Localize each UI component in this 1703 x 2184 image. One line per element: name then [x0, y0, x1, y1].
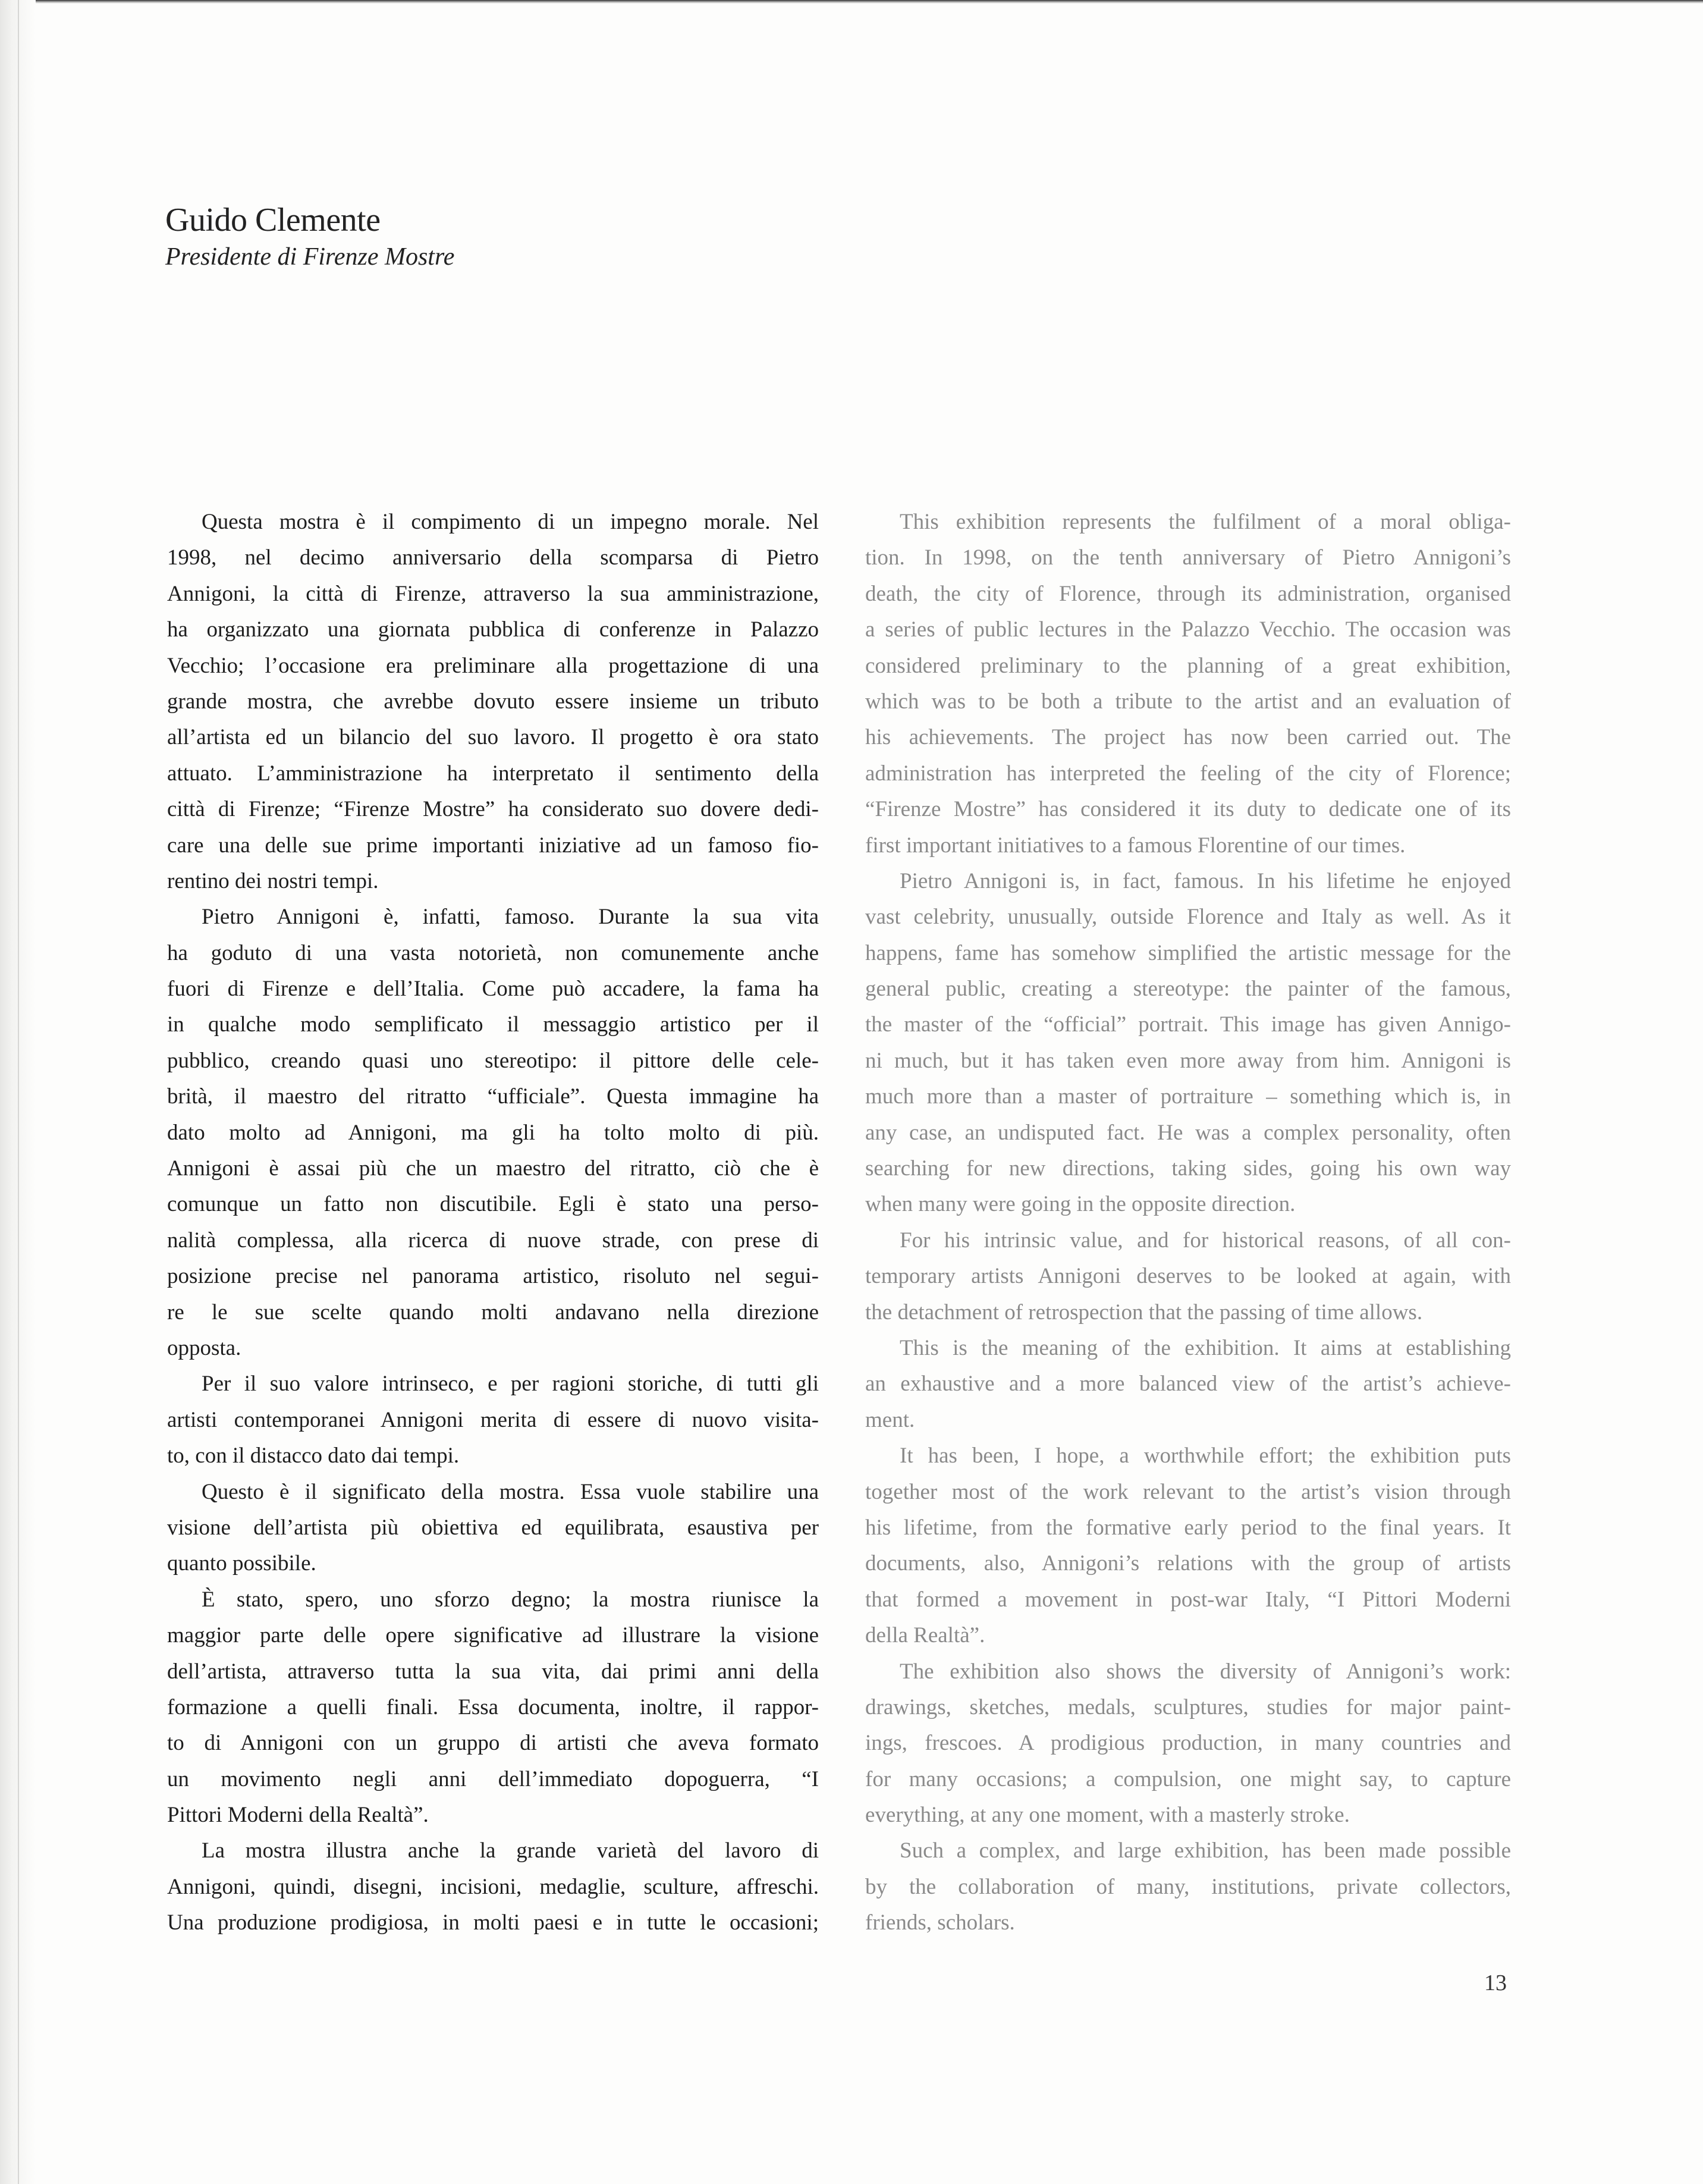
text-line: comunque un fatto non discutibile. Egli è stato una perso- [167, 1192, 819, 1217]
text-line: un movimento negli anni dell’immediato dopoguerra, “I [167, 1766, 819, 1791]
text-line: Annigoni è assai più che un maestro del ritratto, ciò che è [167, 1156, 819, 1181]
text-line: ni much, but it has taken even more away from him. Annigoni is [865, 1048, 1511, 1073]
text-line: nalità complessa, alla ricerca di nuove strade, con prese di [167, 1228, 819, 1253]
text-line: Una produzione prodigiosa, in molti paesi e in tutte le occasioni; [167, 1910, 819, 1935]
text-line: by the collaboration of many, institutions, private collectors, [865, 1874, 1511, 1899]
text-line: happens, fame has somehow simplified the artistic message for the [865, 940, 1511, 965]
text-line: “Firenze Mostre” has considered it its duty to dedicate one of its [865, 797, 1511, 822]
text-line: a series of public lectures in the Palazzo Vecchio. The occasion was [865, 617, 1511, 642]
text-line: Questo è il significato della mostra. Essa vuole stabilire una [202, 1479, 819, 1504]
paragraph [167, 1366, 819, 1474]
text-line: in qualche modo semplificato il messaggio artistico per il [167, 1012, 819, 1037]
text-line: Pietro Annigoni is, in fact, famous. In his lifetime he enjoyed [900, 868, 1511, 893]
paragraph [167, 899, 819, 1366]
text-line: which was to be both a tribute to the artist and an evaluation of [865, 689, 1511, 714]
italian-text-column [167, 504, 819, 1941]
text-line: vast celebrity, unusually, outside Florence and Italy as well. As it [865, 905, 1511, 930]
text-line: pubblico, creando quasi uno stereotipo: il pittore delle cele- [167, 1048, 819, 1073]
text-line: dato molto ad Annigoni, ma gli ha tolto molto di più. [167, 1120, 819, 1145]
text-line: della Realtà”. [865, 1623, 985, 1648]
paragraph [167, 1474, 819, 1582]
text-line: care una delle sue prime importanti iniziative ad un famoso fio- [167, 833, 819, 858]
text-line: general public, creating a stereotype: the painter of the famous, [865, 977, 1511, 1002]
english-text-column [865, 504, 1511, 1941]
text-line: attuato. L’amministrazione ha interpretato il sentimento della [167, 761, 819, 786]
text-line: ha organizzato una giornata pubblica di conferenze in Palazzo [167, 617, 819, 642]
text-line: an exhaustive and a more balanced view of the artist’s achieve- [865, 1372, 1511, 1397]
text-line: Annigoni, la città di Firenze, attraverso la sua amministrazione, [167, 581, 819, 606]
paragraph [865, 864, 1511, 1223]
text-line: the detachment of retrospection that the passing of time allows. [865, 1300, 1423, 1325]
text-line: his achievements. The project has now been carried out. The [865, 725, 1511, 750]
text-line: much more than a master of portraiture – something which is, in [865, 1084, 1511, 1109]
text-line: documents, also, Annigoni’s relations with the group of artists [865, 1551, 1511, 1576]
page-number: 13 [1484, 1970, 1507, 1995]
text-line: Per il suo valore intrinseco, e per ragioni storiche, di tutti gli [202, 1372, 819, 1397]
text-line: fuori di Firenze e dell’Italia. Come può accadere, la fama ha [167, 977, 819, 1002]
author-name: Guido Clemente [165, 202, 381, 239]
text-line: dell’artista, attraverso tutta la sua vita, dai primi anni della [167, 1659, 819, 1684]
text-line: for many occasions; a compulsion, one might say, to capture [865, 1766, 1511, 1791]
text-line: È stato, spero, uno sforzo degno; la mostra riunisce la [202, 1587, 819, 1612]
text-line: visione dell’artista più obiettiva ed equilibrata, esaustiva per [167, 1515, 819, 1540]
paragraph [865, 1331, 1511, 1438]
text-line: first important initiatives to a famous Florentine of our times. [865, 833, 1406, 858]
text-line: ha goduto di una vasta notorietà, non comunemente anche [167, 940, 819, 965]
text-line: Pittori Moderni della Realtà”. [167, 1803, 429, 1828]
text-line: 1998, nel decimo anniversario della scomparsa di Pietro [167, 545, 819, 570]
text-line: to, con il distacco dato dai tempi. [167, 1444, 460, 1468]
text-line: The exhibition also shows the diversity of Annigoni’s work: [900, 1659, 1511, 1684]
text-line: searching for new directions, taking sides, going his own way [865, 1156, 1511, 1181]
text-line: to di Annigoni con un gruppo di artisti che aveva formato [167, 1731, 819, 1756]
text-line: posizione precise nel panorama artistico, risoluto nel segui- [167, 1264, 819, 1289]
paragraph [865, 1223, 1511, 1331]
text-line: rentino dei nostri tempi. [167, 868, 379, 893]
text-line: all’artista ed un bilancio del suo lavoro. Il progetto è ora stato [167, 725, 819, 750]
text-line: any case, an undisputed fact. He was a complex personality, often [865, 1120, 1511, 1145]
text-line: This is the meaning of the exhibition. It aims at establishing [900, 1335, 1511, 1360]
binding-crease [18, 0, 19, 2184]
text-line: death, the city of Florence, through its administration, organised [865, 581, 1511, 606]
paragraph [865, 1833, 1511, 1941]
paragraph [865, 1438, 1511, 1653]
text-line: Questa mostra è il compimento di un impegno morale. Nel [202, 510, 819, 534]
text-line: temporary artists Annigoni deserves to be looked at again, with [865, 1264, 1511, 1289]
text-line: that formed a movement in post-war Italy, “I Pittori Moderni [865, 1587, 1511, 1612]
text-line: opposta. [167, 1335, 241, 1360]
text-line: artisti contemporanei Annigoni merita di essere di nuovo visita- [167, 1407, 819, 1432]
text-line: brità, il maestro del ritratto “ufficiale”. Questa immagine ha [167, 1084, 819, 1109]
text-line: This exhibition represents the fulfilment of a moral obliga- [900, 510, 1511, 534]
text-line: Pietro Annigoni è, infatti, famoso. Durante la sua vita [202, 905, 819, 930]
text-line: friends, scholars. [865, 1910, 1015, 1935]
text-line: formazione a quelli finali. Essa documenta, inoltre, il rappor- [167, 1695, 819, 1719]
text-line: drawings, sketches, medals, sculptures, studies for major paint- [865, 1695, 1511, 1719]
text-line: Vecchio; l’occasione era preliminare alla progettazione di una [167, 653, 819, 678]
text-line: everything, at any one moment, with a masterly stroke. [865, 1803, 1350, 1828]
text-line: grande mostra, che avrebbe dovuto essere insieme un tributo [167, 689, 819, 714]
paragraph [865, 1654, 1511, 1834]
text-line: For his intrinsic value, and for historical reasons, of all con- [900, 1228, 1511, 1253]
text-line: It has been, I hope, a worthwhile effort; the exhibition puts [900, 1444, 1511, 1468]
text-line: the master of the “official” portrait. This image has given Annigo- [865, 1012, 1511, 1037]
text-line: his lifetime, from the formative early period to the final years. It [865, 1515, 1511, 1540]
text-line: re le sue scelte quando molti andavano nella direzione [167, 1300, 819, 1325]
text-line: Annigoni, quindi, disegni, incisioni, medaglie, sculture, affreschi. [167, 1874, 819, 1899]
text-line: tion. In 1998, on the tenth anniversary of Pietro Annigoni’s [865, 545, 1511, 570]
text-line: La mostra illustra anche la grande varietà del lavoro di [202, 1838, 819, 1863]
text-line: administration has interpreted the feeling of the city of Florence; [865, 761, 1511, 786]
text-line: ings, frescoes. A prodigious production, in many countries and [865, 1731, 1511, 1756]
paragraph [167, 1582, 819, 1834]
text-line: maggior parte delle opere significative ad illustrare la visione [167, 1623, 819, 1648]
text-line: città di Firenze; “Firenze Mostre” ha considerato suo dovere dedi- [167, 797, 819, 822]
paragraph [167, 504, 819, 899]
text-line: together most of the work relevant to the artist’s vision through [865, 1479, 1511, 1504]
text-line: when many were going in the opposite direction. [865, 1192, 1296, 1217]
text-line: considered preliminary to the planning of a great exhibition, [865, 653, 1511, 678]
text-line: quanto possibile. [167, 1551, 316, 1576]
paragraph [865, 504, 1511, 864]
text-line: ment. [865, 1407, 915, 1432]
paragraph [167, 1833, 819, 1941]
page-top-edge [0, 0, 1703, 4]
author-role: Presidente di Firenze Mostre [165, 243, 455, 271]
text-line: Such a complex, and large exhibition, has been made possible [900, 1838, 1511, 1863]
